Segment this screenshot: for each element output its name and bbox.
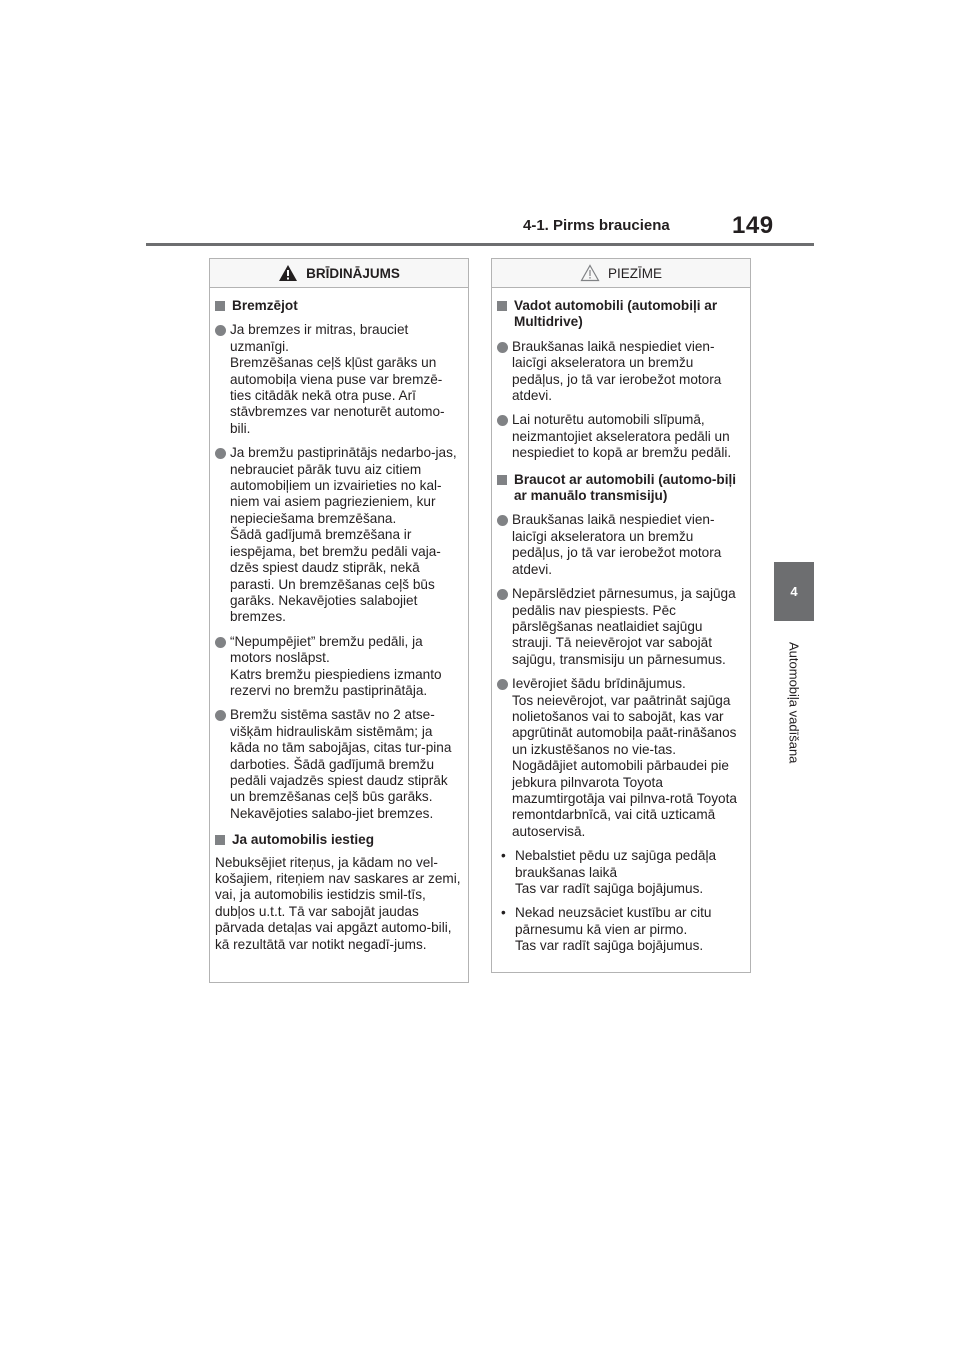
paragraph: Ja bremzes ir mitras, brauciet uzmanīgi. Bremzēšanas ceļš kļūst garāks un automobiļa viena puse var bremzē-ties citādāk nekā otra puse. Arī stāvbremzes var nenoturēt automo-bili. [230,322,445,436]
square-bullet-icon [215,835,225,845]
note-item [497,586,743,668]
warning-item [215,634,461,700]
list-item [497,848,743,897]
chapter-number: 4 [790,584,798,599]
square-bullet-icon [497,301,507,311]
note-header [492,259,750,288]
square-bullet-icon [215,301,225,311]
warning-item [215,322,461,437]
paragraph: Braukšanas laikā nespiediet vien-laicīgi akseleratora un bremžu pedāļus, jo tā var ierobežot motora atdevi. [512,512,722,577]
note-body [492,288,750,955]
warning-heading-stuck [215,832,461,848]
circle-bullet-icon [497,415,508,426]
note-heading-manual [497,472,743,505]
circle-bullet-icon [497,515,508,526]
chapter-title: Automobiļa vadīšana [786,642,802,764]
warning-item [215,445,461,625]
square-bullet-icon [497,475,507,485]
header-divider [146,243,814,246]
circle-bullet-icon [215,325,226,336]
paragraph: Ja bremžu pastiprinātājs nedarbo-jas, nebrauciet pārāk tuvu aiz citiem automobiļiem un izvairieties no kal-niem vai asiem pagriezieniem, kur nepieciešama bremzēšana. Šādā gadījumā bremzēšana ir iespējama, bet bremžu pedāli vaja-dzēs spiest daudz stiprāk, nekā parasti. Un bremzēšanas ceļš būs garāks. Nekavējoties salabojiet bremzes. [230,445,457,625]
warning-header [210,259,468,288]
section-title: 4-1. Pirms brauciena [523,217,670,234]
list-item [497,905,743,954]
heading-text: Bremzējot [232,298,298,313]
note-heading-multidrive [497,298,743,331]
list-bullet: • [501,848,506,864]
paragraph: Nebuksējiet riteņus, ja kādam no vel-košajiem, riteņiem nav saskares ar zemi, vai, ja automobilis iestidzis smil-tīs, dubļos u.t.t. Tā var sabojāt jaudas pārvada detaļas vai apgāzt automo-bili, kā rezultātā var notikt negadī-jums. [215,854,461,952]
heading-text: Ja automobilis iestieg [232,832,375,848]
warning-body [210,288,468,953]
note-item [497,512,743,578]
circle-bullet-icon [497,589,508,600]
paragraph: Bremžu sistēma sastāv no 2 atse-višķām hidrauliskām sistēmām; ja kāda no tām sabojājas, citas tur-pina darboties. Šādā gadījumā bremžu pedāli vajadzēs spiest daudz stiprāk un bremzēšanas ceļš būs garāks. Nekavējoties salabo-jiet bremzes. [230,707,452,821]
circle-bullet-icon [215,637,226,648]
paragraph: Nebalstiet pēdu uz sajūga pedāļa braukšanas laikā Tas var radīt sajūga bojājumus. [515,848,717,896]
circle-bullet-icon [215,448,226,459]
chapter-title-container [774,628,814,778]
note-item [497,339,743,405]
warning-item [215,707,461,822]
heading-text: Braucot ar automobili (automo-biļi ar manuālo transmisiju) [514,471,737,504]
circle-bullet-icon [215,710,226,721]
paragraph: Lai noturētu automobili slīpumā, neizmantojiet akseleratora pedāli un nespiediet to kopā ar bremžu pedāli. [512,412,732,461]
chapter-tab [774,562,814,621]
paragraph: Ievērojiet šādu brīdinājumus. Tos neievērojot, var paātrināt sajūga nolietošanos vai to sabojāt, kas var apgrūtināt automobiļa paāt-rināšanos un izkustēšanos no vie-tas. Nogādājiet automobili pārbaudei pie jebkura pilnvarota Toyota mazumtirgotāja vai pilnva-rotā Toyota remontdarbnīcā, vai citā uzticamā autoservisā. [512,676,737,839]
paragraph: Nekad neuzsāciet kustību ar citu pārnesumu kā vien ar pirmo. Tas var radīt sajūga bojājumus. [515,905,712,954]
caution-triangle-icon [580,264,600,282]
note-item [497,412,743,461]
warning-title: BRĪDINĀJUMS [306,265,400,281]
circle-bullet-icon [497,679,508,690]
paragraph: “Nepumpējiet” bremžu pedāli, ja motors noslāpst. Katrs bremžu piespiediens izmanto rezervi no bremžu pastiprinātāja. [230,633,442,698]
list-bullet: • [501,905,506,921]
note-item [497,676,743,840]
note-box [491,258,751,973]
page-number: 149 [732,212,774,239]
heading-text: Vadot automobili (automobiļi ar Multidrive) [514,298,718,330]
paragraph: Nepārslēdziet pārnesumus, ja sajūga pedālis nav piespiests. Pēc pārslēgšanas neatlaidiet sajūgu strauji. Tā neievērojot var sabojāt sajūgu, transmisiju un pārnesumus. [512,586,736,667]
warning-triangle-icon [278,264,298,282]
warning-heading-braking [215,298,461,314]
circle-bullet-icon [497,342,508,353]
paragraph: Braukšanas laikā nespiediet vien-laicīgi akseleratora un bremžu pedāļus, jo tā var ierobežot motora atdevi. [512,338,722,404]
warning-box [209,258,469,983]
note-title: PIEZĪME [607,265,662,281]
